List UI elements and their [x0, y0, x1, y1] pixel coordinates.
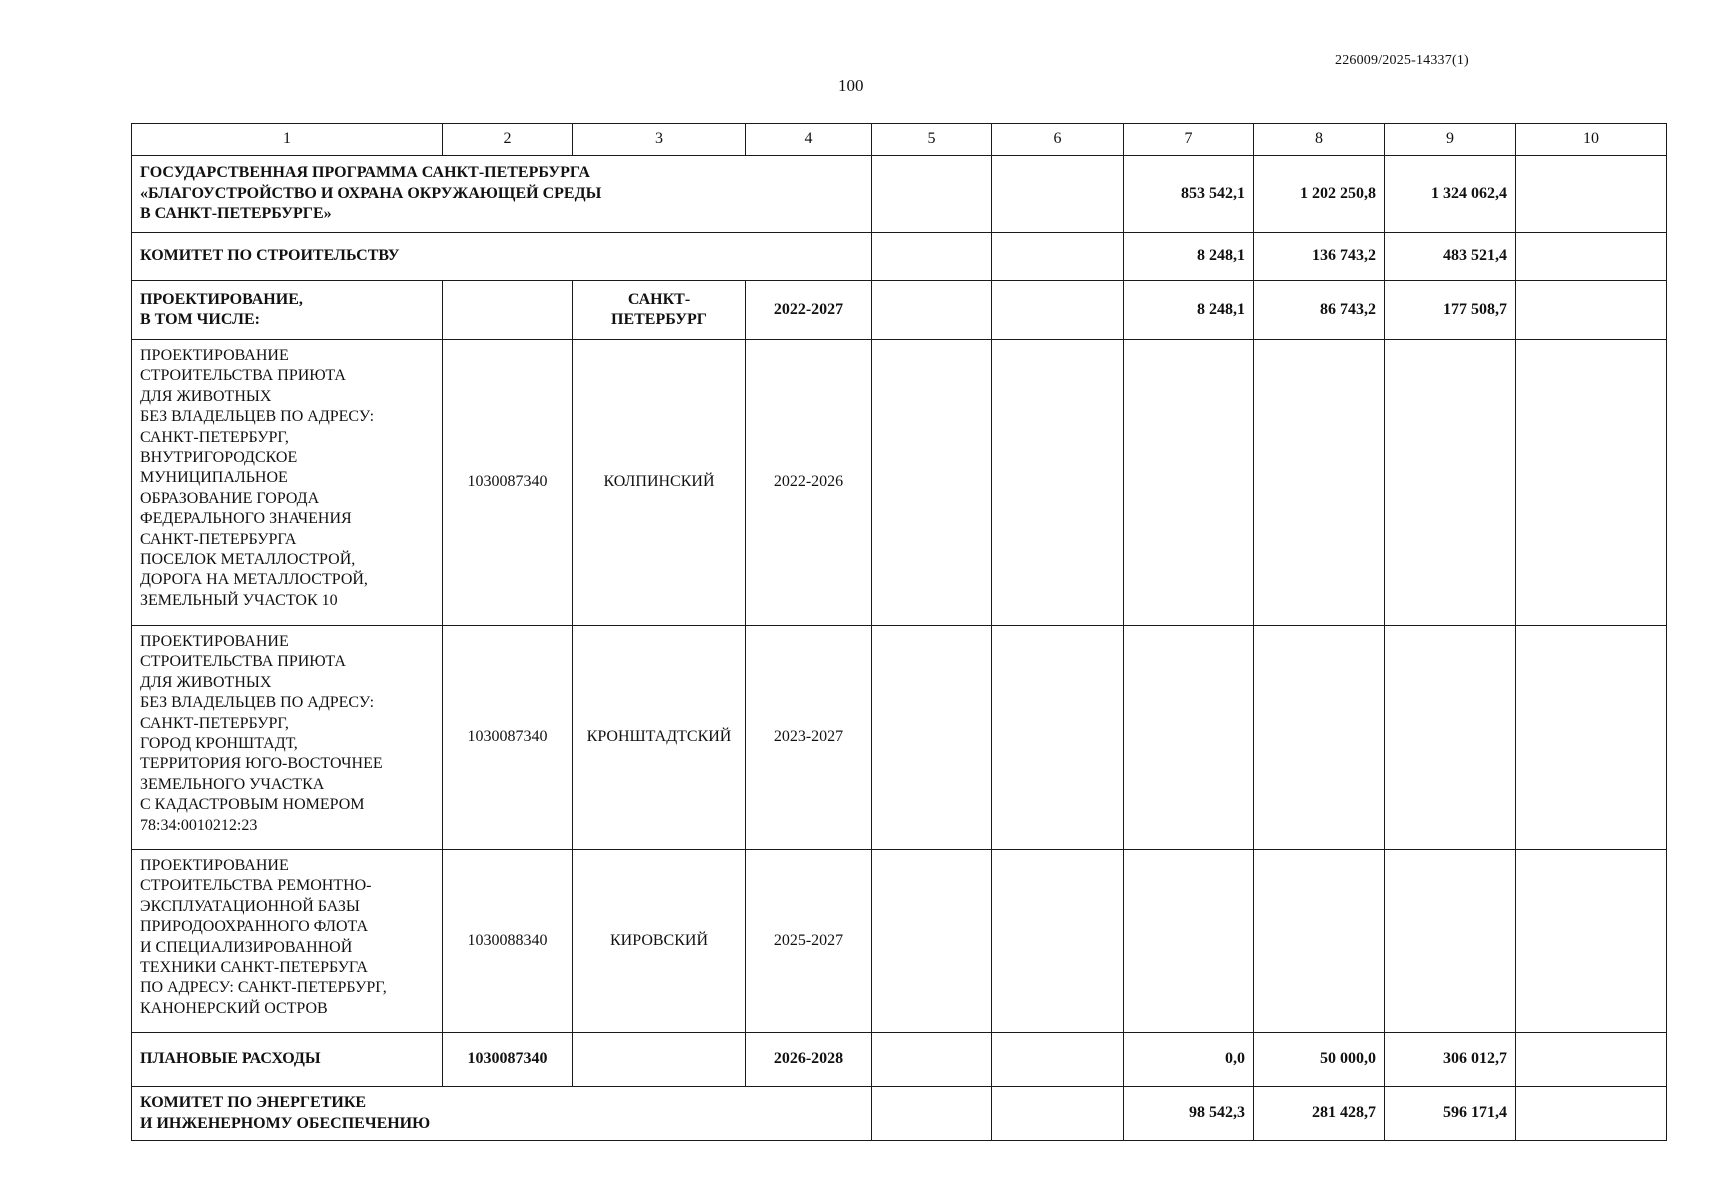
column-header: 9: [1385, 124, 1516, 156]
cell-district: САНКТ-ПЕТЕРБУРГ: [573, 281, 746, 340]
row-title-cell: [132, 1087, 872, 1141]
cell-col6: [992, 626, 1124, 850]
column-header: 8: [1254, 124, 1385, 156]
cell-col7: 8 248,1: [1124, 281, 1254, 340]
cell-district: КОЛПИНСКИЙ: [573, 340, 746, 626]
row-title: КОМИТЕТ ПО ЭНЕРГЕТИКЕ И ИНЖЕНЕРНОМУ ОБЕСПЕЧЕНИЮ: [140, 1094, 431, 1132]
table-row-design-total: [132, 281, 1667, 340]
row-title-cell: [132, 281, 443, 340]
cell-col5: [872, 626, 992, 850]
table-row-committee-construction: [132, 233, 1667, 281]
cell-col8: 86 743,2: [1254, 281, 1385, 340]
cell-code: 1030088340: [443, 850, 573, 1033]
table-row-committee-energy: [132, 1087, 1667, 1141]
cell-col10: [1516, 1087, 1667, 1141]
cell-col6: [992, 281, 1124, 340]
cell-period: 2022-2027: [746, 281, 872, 340]
cell-code: 1030087340: [443, 626, 573, 850]
row-title: ПРОЕКТИРОВАНИЕ СТРОИТЕЛЬСТВА ПРИЮТА ДЛЯ ЖИВОТНЫХ БЕЗ ВЛАДЕЛЬЦЕВ ПО АДРЕСУ: САНКТ-ПЕТЕРБУРГ, ВНУТРИГОРОДСКОЕ МУНИЦИПАЛЬНОЕ ОБРАЗОВАНИЕ ГОРОДА ФЕДЕРАЛЬНОГО ЗНАЧЕНИЯ САНКТ-ПЕТЕРБУРГА ПОСЕЛОК МЕТАЛЛОСТРОЙ, ДОРОГА НА МЕТАЛЛОСТРОЙ, ЗЕМЕЛЬНЫЙ УЧАСТОК 10: [140, 347, 375, 609]
cell-col7: [1124, 340, 1254, 626]
cell-code: 1030087340: [443, 1033, 573, 1087]
column-number-header-row: [132, 124, 1667, 156]
column-header: 5: [872, 124, 992, 156]
column-header: 10: [1516, 124, 1667, 156]
cell-col8: 50 000,0: [1254, 1033, 1385, 1087]
cell-period: 2026-2028: [746, 1033, 872, 1087]
row-title: ГОСУДАРСТВЕННАЯ ПРОГРАММА САНКТ-ПЕТЕРБУРГА «БЛАГОУСТРОЙСТВО И ОХРАНА ОКРУЖАЮЩЕЙ СРЕДЫ В САНКТ-ПЕТЕРБУРГЕ»: [140, 164, 602, 223]
cell-col6: [992, 1087, 1124, 1141]
row-title-cell: [132, 340, 443, 626]
cell-col10: [1516, 156, 1667, 233]
cell-period: 2022-2026: [746, 340, 872, 626]
cell-col7: 853 542,1: [1124, 156, 1254, 233]
cell-period: 2025-2027: [746, 850, 872, 1033]
cell-col8: [1254, 340, 1385, 626]
column-header: 1: [132, 124, 443, 156]
cell-col10: [1516, 340, 1667, 626]
cell-col8: 281 428,7: [1254, 1087, 1385, 1141]
cell-col6: [992, 156, 1124, 233]
page-number: 100: [838, 76, 864, 95]
cell-col10: [1516, 233, 1667, 281]
cell-col9: 483 521,4: [1385, 233, 1516, 281]
budget-table: [131, 123, 1667, 1141]
table-row-repair-base-kirovsky: [132, 850, 1667, 1033]
row-title-cell: [132, 850, 443, 1033]
cell-col6: [992, 1033, 1124, 1087]
cell-col9: [1385, 850, 1516, 1033]
row-title-cell: [132, 233, 872, 281]
row-title: ПЛАНОВЫЕ РАСХОДЫ: [140, 1050, 321, 1068]
cell-col9: 1 324 062,4: [1385, 156, 1516, 233]
cell-col8: 136 743,2: [1254, 233, 1385, 281]
row-title-cell: [132, 156, 872, 233]
cell-code: 1030087340: [443, 340, 573, 626]
cell-col6: [992, 340, 1124, 626]
column-header: 7: [1124, 124, 1254, 156]
row-title-cell: [132, 1033, 443, 1087]
cell-col7: [1124, 850, 1254, 1033]
cell-district: КИРОВСКИЙ: [573, 850, 746, 1033]
column-header: 2: [443, 124, 573, 156]
cell-col5: [872, 281, 992, 340]
cell-col8: 1 202 250,8: [1254, 156, 1385, 233]
cell-col9: [1385, 626, 1516, 850]
cell-col5: [872, 340, 992, 626]
row-title: ПРОЕКТИРОВАНИЕ СТРОИТЕЛЬСТВА ПРИЮТА ДЛЯ ЖИВОТНЫХ БЕЗ ВЛАДЕЛЬЦЕВ ПО АДРЕСУ: САНКТ-ПЕТЕРБУРГ, ГОРОД КРОНШТАДТ, ТЕРРИТОРИЯ ЮГО-ВОСТОЧНЕЕ ЗЕМЕЛЬНОГО УЧАСТКА С КАДАСТРОВЫМ НОМЕРОМ 78:34:0010212:23: [140, 633, 383, 834]
column-header: 3: [573, 124, 746, 156]
cell-district: КРОНШТАДТСКИЙ: [573, 626, 746, 850]
table-row-shelter-kolpino: [132, 340, 1667, 626]
table-row-state-program: [132, 156, 1667, 233]
cell-col10: [1516, 281, 1667, 340]
cell-col7: 8 248,1: [1124, 233, 1254, 281]
document-registration-number: 226009/2025-14337(1): [1335, 53, 1469, 68]
cell-col9: 306 012,7: [1385, 1033, 1516, 1087]
row-title: ПРОЕКТИРОВАНИЕ, В ТОМ ЧИСЛЕ:: [140, 290, 303, 328]
cell-col8: [1254, 850, 1385, 1033]
cell-col5: [872, 1087, 992, 1141]
row-title: ПРОЕКТИРОВАНИЕ СТРОИТЕЛЬСТВА РЕМОНТНО- ЭКСПЛУАТАЦИОННОЙ БАЗЫ ПРИРОДООХРАННОГО ФЛОТА И СПЕЦИАЛИЗИРОВАННОЙ ТЕХНИКИ САНКТ-ПЕТЕРБУГА ПО АДРЕСУ: САНКТ-ПЕТЕРБУРГ, КАНОНЕРСКИЙ ОСТРОВ: [140, 857, 387, 1017]
table-row-shelter-kronstadt: [132, 626, 1667, 850]
cell-col7: [1124, 626, 1254, 850]
table-row-planned-expenses: [132, 1033, 1667, 1087]
cell-period: 2023-2027: [746, 626, 872, 850]
cell-col5: [872, 156, 992, 233]
cell-col8: [1254, 626, 1385, 850]
cell-col10: [1516, 850, 1667, 1033]
row-title-cell: [132, 626, 443, 850]
column-header: 6: [992, 124, 1124, 156]
cell-col5: [872, 1033, 992, 1087]
cell-col6: [992, 850, 1124, 1033]
column-header: 4: [746, 124, 872, 156]
cell-district: [573, 1033, 746, 1087]
cell-col6: [992, 233, 1124, 281]
cell-col9: 596 171,4: [1385, 1087, 1516, 1141]
cell-col9: 177 508,7: [1385, 281, 1516, 340]
cell-col10: [1516, 626, 1667, 850]
cell-col10: [1516, 1033, 1667, 1087]
row-title: КОМИТЕТ ПО СТРОИТЕЛЬСТВУ: [140, 247, 400, 265]
cell-col9: [1385, 340, 1516, 626]
cell-col5: [872, 233, 992, 281]
cell-code: [443, 281, 573, 340]
cell-col5: [872, 850, 992, 1033]
cell-col7: 98 542,3: [1124, 1087, 1254, 1141]
cell-col7: 0,0: [1124, 1033, 1254, 1087]
